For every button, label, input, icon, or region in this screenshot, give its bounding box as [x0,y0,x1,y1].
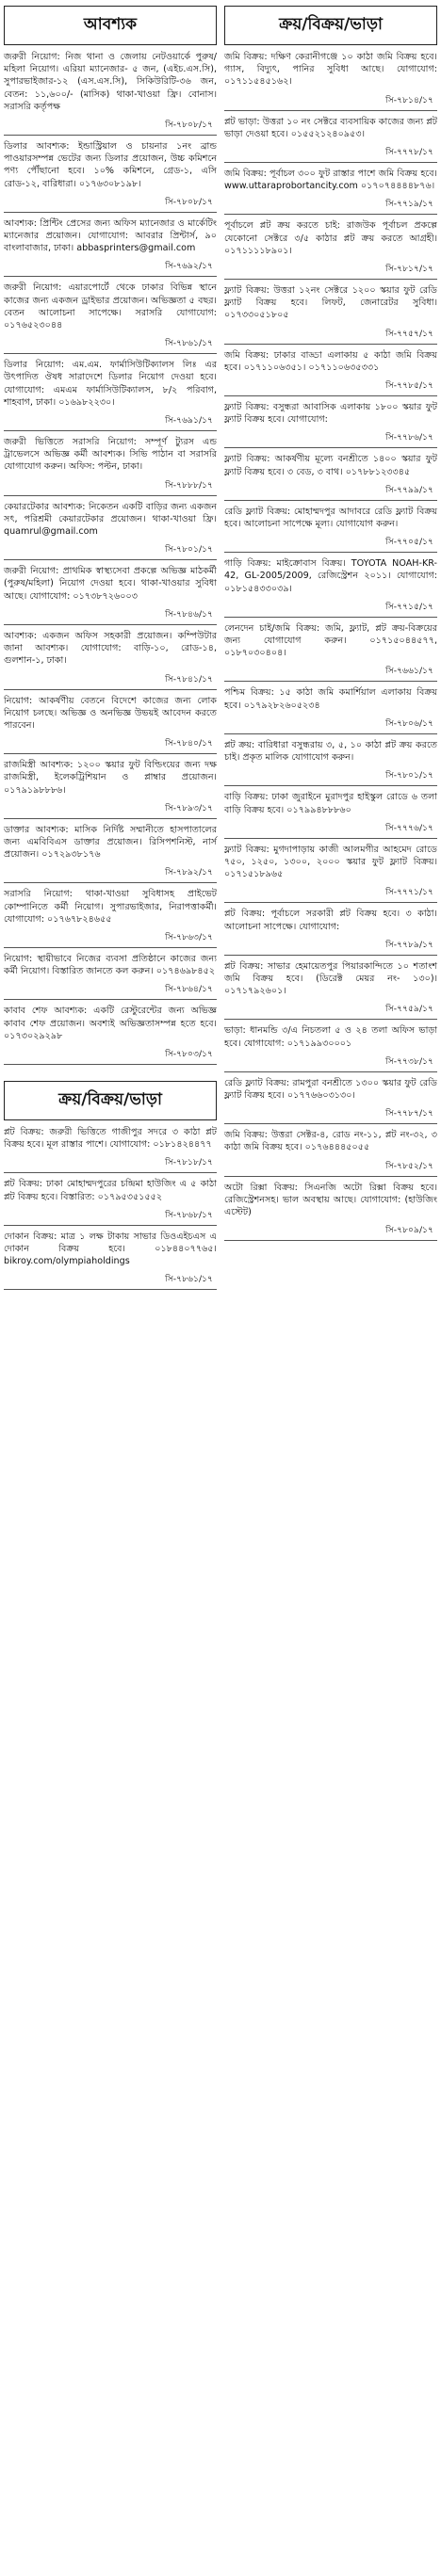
ad-text: ভাড়া: ধানমন্ডি ৩/এ নিচতলা ৫ ও ২৪ তলা অফিস ভাড়া হবে। যোগাযোগ: ০১৭১৯৯৩০০০১ [224,1025,437,1049]
ad-reference: সি-৭৭১৯/১৭ [224,195,437,215]
ad-reference: সি-৭৮৬১/১৭ [4,334,217,354]
ad-text: আবশ্যক: প্রিন্টিং প্রেসের জন্য অফিস ম্যানেজার ও মার্কেটিং ম্যানেজার প্রয়োজন। যোগাযোগ: আবরার প্রিন্টার্স, ৯০ বাংলাবাজার, ঢাকা। abbasprinters@gmail.com [4,217,217,254]
ad-reference: সি-৭৮৬১/১৭ [4,1270,217,1290]
ad-reference: সি-৭৮১৮/১৭ [4,1153,217,1173]
ad-text: প্লট ভাড়া: উত্তরা ১০ নং সেক্টরে ব্যবসায়িক কাজের জন্য প্লট ভাড়া দেওয়া হবে। ০১৫৫২১২৪০৯৫৩। [224,116,437,139]
ad-reference: সি-৭৮৪০/১৭ [4,734,217,754]
ad-reference: সি-৭৭১৫/১৭ [224,598,437,618]
ad-text: রেডি ফ্ল্যাট বিক্রয়: রামপুরা বনশ্রীতে ১৩০০ স্কয়ার ফুট রেডি ফ্ল্যাট বিক্রয় হবে। ০১৭৭৬৬০৩১৩০। [224,1077,437,1101]
ad-text: ফ্ল্যাট বিক্রয়: আকর্ষণীয় মূল্যে বনশ্রীতে ১৪০০ স্কয়ার ফুট ফ্ল্যাট বিক্রয় হবে। ৩ বেড, ৩ বাথ। ০১৭৮৮১২৩৩৪৫ [224,454,437,477]
ad-reference: সি-৭৬৯২/১৭ [4,257,217,277]
buy-sell-ads-list [224,51,437,1241]
ad-text: কেয়ারটেকার আবশ্যক: নিকেতন একটি বাড়ির জন্য একজন সৎ, পরিশ্রমী কেয়ারটেকার প্রয়োজন। থাকা-খাওয়া ফ্রি। quamrul@gmail.com [4,501,217,538]
section-header-buy-sell: ক্রয়/বিক্রয়/ভাড়া [224,6,437,45]
ad-text: বাড়ি বিক্রয়: ঢাকা জুরাইনে মুরাদপুর হাইস্কুল রোডে ৬ তলা বাড়ি বিক্রয় হবে। ০১৭৯৯৪৮৮৮৬০ [224,792,437,815]
ad-reference: সি-৭৮০৮/১৭ [4,116,217,136]
ad-text: প্লট বিক্রয়: ঢাকা মোহাম্মদপুরের চন্দ্রিমা হাউজিং এ ৫ কাঠা প্লট বিক্রয় হবে। বিস্তারিত: ০১৭৯৫৩৫১৫৫২ [4,1179,217,1202]
ad-text: রেডি ফ্ল্যাট বিক্রয়: মোহাম্মদপুর আদাবরে রেডি ফ্ল্যাট বিক্রয় হবে। আলোচনা সাপেক্ষে মূল্য। যোগাযোগ করুন। [224,506,437,530]
ad-reference: সি-৭৮০৬/১৭ [224,715,437,734]
ad-text: লেনদেন চাই/জমি বিক্রয়: জমি, ফ্ল্যাট, প্লট ক্রয়-বিক্রয়ের জন্য যোগাযোগ করুন। ০১৭১৫০৪৪৫৭৭, ০১৮৭০৩০৪০৪। [224,622,437,659]
ad-reference: সি-৭৭০৫/১৭ [224,533,437,553]
buy-sell-ads-list-left [4,1126,217,1290]
ad-reference: সি-৭৭৮৭/১৭ [224,1104,437,1124]
ad-reference: সি-৭৮১৭/১৭ [224,260,437,280]
ad-reference: সি-৭৮৬৮/১৭ [4,1206,217,1226]
ad-text: জমি বিক্রয়: দক্ষিণ কেরানীগঞ্জে ১০ কাঠা জমি বিক্রয় হবে। গ্যাস, বিদ্যুৎ, পানির সুবিধা আছে। যোগাযোগ: ০১৭১১৫৪৫১৬২। [224,52,437,88]
section-header-buy-sell-left: ক্রয়/বিক্রয়/ভাড়া [4,1081,217,1120]
ad-text: পশ্চিম বিক্রয়: ১৫ কাঠা জমি কমার্শিয়াল এলাকায় বিক্রয় হবে। ০১৭৯২৮২৬০৫২৩৪ [224,687,437,711]
ad-reference: সি-৭৮০১/১৭ [4,540,217,560]
ad-text: জরুরী নিয়োগ: নিজ থানা ও জেলায় নেটওয়ার্কে পুরুষ/মহিলা নিয়োগ। এরিয়া ম্যানেজার- ৫ জন, (এইচ.এস.সি), সুপারভাইজার-১২ (এস.এস.সি), সিকিউরিটি-৩৬ জন, বেতন: ১১,৬০০/- (মাসিক) থাকা-খাওয়া ফ্রি। বোনাস। সরাসরি কর্তৃপক্ষ [4,52,217,112]
ad-reference: সি-৭৭৭৬/১৭ [224,819,437,839]
ad-reference: সি-৭৭৮৫/১৭ [224,377,437,396]
ad-reference: সি-৭৭৯৯/১৭ [224,481,437,501]
right-column [224,6,437,1246]
ad-reference: সি-৭৮০৩/১৭ [4,1045,217,1065]
ad-text: অটো রিক্সা বিক্রয়: সিএনজি অটো রিক্সা বিক্রয় হবে। রেজিস্ট্রেশনসহ। ভাল অবস্থায় আছে। যোগাযোগ: (হাউজিং এস্টেট) [224,1182,437,1217]
ad-reference: সি-৭৭৭৮/১৭ [224,143,437,163]
ad-text: আবশ্যক: একজন অফিস সহকারী প্রয়োজন। কম্পিউটার জানা আবশ্যক। যোগাযোগ: বাড়ি-১০, রোড-১৪, গুলশান-১, ঢাকা। [4,630,217,667]
wanted-ads-list [4,51,217,1065]
ad-text: রাজমিস্ত্রী আবশ্যক: ১২০০ স্কয়ার ফুট বিল্ডিংয়ের জন্য দক্ষ রাজমিস্ত্রী, ইলেকট্রিশিয়ান ও প্লাম্বার প্রয়োজন। ০১৭৯১৯৮৮৮৬। [4,760,217,796]
ad-reference: সি-৭৮৪৬/১৭ [4,605,217,625]
ad-reference: সি-৭৬৬১/১৭ [224,662,437,682]
ad-reference: সি-৭৮০৮/১৭ [4,193,217,213]
ad-text: ডিলার নিয়োগ: এম.এম. ফার্মাসিউটিক্যালস লিঃ এর উৎপাদিত ঔষধ সারাদেশে ডিলার নিয়োগ দেওয়া হবে। যোগাযোগ: এমএম ফার্মাসিউটিক্যালস, ৮/২ পরিবাগ, শাহবাগ, ঢাকা। ০১৬৯৮২২৩০। [4,360,217,408]
ad-reference: সি-৭৭৮৯/১৭ [224,936,437,956]
ad-reference: সি-৭৭৮৬/১৭ [224,428,437,448]
ad-text: দোকান বিক্রয়: মাত্র ১ লক্ষ টাকায় সাভার ডিওএইচএস এ দোকান বিক্রয় হবে। ০১৮৪৪০৭৭৬৫। bikroy.com/olympiaholdings [4,1231,217,1267]
ad-text: সরাসরি নিয়োগ: থাকা-খাওয়া সুবিধাসহ প্রাইভেট কোম্পানিতে কর্মী নিয়োগ। সুপারভাইজার, নিরাপত্তাকর্মী। যোগাযোগ: ০১৭৬৭৮২৪৬৫৫ [4,889,217,925]
ad-reference: সি-৭৮৫২/১৭ [224,1157,437,1177]
ad-text: প্লট বিক্রয়: সাভার হেমায়েতপুর পিয়ারকান্দিতে ১০ শতাংশ জমি বিক্রয় হবে। (ডিরেক্ট মেয়র নং- ১৩০)। ০১৭১৭৯২৬০১। [224,960,437,997]
ad-reference: সি-৭৮৪১/১৭ [4,670,217,690]
ad-text: কাবাব শেফ আবশ্যক: একটি রেস্টুরেন্টের জন্য অভিজ্ঞ কাবাব শেফ প্রয়োজন। অবশ্যই অভিজ্ঞতাসম্পন্ন হতে হবে। ০১৭৩০২৯২৯৮ [4,1006,217,1041]
ad-reference: সি-৭৬৯১/১৭ [4,411,217,431]
ad-reference: সি-৭৭৫৯/১৭ [224,1000,437,1020]
left-column [4,6,217,1295]
ad-text: ডাক্তার আবশ্যক: মাসিক নির্দিষ্ট সম্মানীতে হাসপাতালের জন্য এমবিবিএস ডাক্তার প্রয়োজন। রিসিপশনিস্ট, নার্স প্রয়োজন। ০১৭২৯৩৮১৭৬ [4,824,217,861]
ad-reference: সি-৭৮৬৩/১৭ [4,928,217,948]
ad-text: জরুরী নিয়োগ: প্রাথমিক স্বাস্থ্যসেবা প্রকল্পে অভিজ্ঞ মাঠকর্মী (পুরুষ/মহিলা) নিয়োগ দেওয়া হবে। থাকা-খাওয়ার সুবিধা আছে। যোগাযোগ: ০১৭৩৮৭২৬০০৩ [4,566,217,602]
ad-text: জমি বিক্রয়: ঢাকার বাড্ডা এলাকায় ৫ কাঠা জমি বিক্রয় হবে। ০১৭১১০৬৩৫১। ০১৭১১০৬৩৫৩৩১ [224,349,437,373]
ad-text: ফ্ল্যাট বিক্রয়: বসুন্ধরা আবাসিক এলাকায় ১৮০০ স্কয়ার ফুট ফ্ল্যাট বিক্রয় হবে। যোগাযোগ: [224,402,437,426]
ad-reference: সি-৭৮৬৪/১৭ [4,980,217,1000]
ad-text: ডিলার আবশ্যক: ইন্ডাস্ট্রিয়াল ও চায়নার ১নং ব্রান্ড পাওয়ারসম্পন্ন ভেটের জন্য ডিলার প্রয়োজন, উচ্চ কমিশনে পণ্য পৌঁছানো হবে। ১০% কমিশনে, গ্রেড-১, এসি রোড-১২, বারিধারা। ০১৭৬৩০৮১৯৮। [4,141,217,189]
ad-reference: সি-৭৮৯৩/১৭ [4,799,217,819]
ad-text: ফ্ল্যাট বিক্রয়: উত্তরা ১২নং সেক্টরে ১২০০ স্কয়ার ফুট রেডি ফ্ল্যাট বিক্রয় হবে। লিফট, জেনারেটর সুবিধা। ০১৭৩৩০৫১৮০৫ [224,285,437,321]
ad-reference: সি-৭৭৩৮/১৭ [224,1053,437,1072]
ad-reference: সি-৭৮১৪/১৭ [224,91,437,111]
ad-text: গাড়ি বিক্রয়: মাইক্রোবাস বিক্রয়। TOYOTA NOAH-KR-42, GL-2005/2009, রেজিস্ট্রেশন ২০১১। যোগাযোগ: ০১৮১৫৪৩৩০৩৯। [224,558,437,594]
ad-text: জরুরী ভিত্তিতে সরাসরি নিয়োগ: সম্পূর্ণ ট্যুরস এন্ড ট্রাভেলসে অভিজ্ঞ কর্মী আবশ্যক। সিভি পাঠান বা সরাসরি যোগাযোগ করুন। অফিস: পল্টন, ঢাকা। [4,437,217,473]
ad-text: প্লট ক্রয়: বারিধারা বসুন্ধরায় ৩, ৫, ১০ কাঠা প্লট ক্রয় করতে চাই। প্রকৃত মালিক যোগাযোগ করুন। [224,739,437,764]
ad-reference: সি-৭৭৫৭/১৭ [224,325,437,345]
section-header-wanted: আবশ্যক [4,6,217,45]
ad-reference: সি-৭৮৯২/১৭ [4,863,217,883]
ad-reference: সি-৭৭৭১/১৭ [224,883,437,903]
ad-text: পূর্বাচলে প্লট ক্রয় করতে চাই: রাজউক পূর্বাচল প্রকল্পে যেকোনো সেক্টরে ৩/৫ কাঠার প্লট ক্রয় করতে আগ্রহী। ০১৭১১১১৮৯০১। [224,220,437,256]
ad-text: ফ্ল্যাট বিক্রয়: মুগদাপাড়ায় কাজী আলমগীর আহমেদ রোডে ৭৫০, ১২৫০, ১৩০০, ২০০০ স্কয়ার ফুট ফ্ল্যাট বিক্রয়। ০১৭১৫১৮৯৬৫ [224,844,437,880]
ad-text: নিয়োগ: স্থায়ীভাবে নিজের ব্যবসা প্রতিষ্ঠানে কাজের জন্য কর্মী নিয়োগ। বিস্তারিত জানতে কল করুন। ০১৭৪৬৯৮৪৫২ [4,953,217,977]
ad-text: প্লট বিক্রয়: জরুরী ভিত্তিতে গাজীপুর সদরে ৩ কাঠা প্লট বিক্রয় হবে। মূল রাস্তার পাশে। যোগাযোগ: ০১৮১৪২৪৪৭৭ [4,1126,217,1151]
ad-reference: সি-৭৮০৯/১৭ [224,1221,437,1241]
ad-text: প্লট বিক্রয়: পূর্বাচলে সরকারী প্লট বিক্রয় হবে। ৩ কাঠা। আলোচনা সাপেক্ষে। যোগাযোগ: [224,909,437,932]
ad-text: নিয়োগ: আকর্ষণীয় বেতনে বিদেশে কাজের জন্য লোক নিয়োগ চলছে। অভিজ্ঞ ও অনভিজ্ঞ উভয়ই আবেদন করতে পারবেন। [4,695,217,731]
ad-text: জমি বিক্রয়: পূর্বাচল ৩০০ ফুট রাস্তার পাশে জমি বিক্রয় হবে। www.uttaraprobortancity.com ০১৭০৭৪৪৪৪৮৭৬। [224,169,437,192]
ad-text: জরুরী নিয়োগ: এয়ারপোর্টে থেকে ঢাকার বিভিন্ন স্থানে কাজের জন্য একজন ড্রাইভার প্রয়োজন। অভিজ্ঞতা ৫ বছর। বেতন আলোচনা সাপেক্ষে। সরাসরি যোগাযোগ: ০১৭৬৫২৩০৪৪ [4,282,217,331]
ad-reference: সি-৭৮৮৮/১৭ [4,476,217,496]
ad-text: জমি বিক্রয়: উত্তরা সেক্টর-৪, রোড নং-১১, প্লট নং-৩২, ৩ কাঠা জমি বিক্রয় হবে। ০১৭৬৪৪৪৫০৫৫ [224,1130,437,1153]
ad-reference: সি-৭৮০১/১৭ [224,766,437,786]
